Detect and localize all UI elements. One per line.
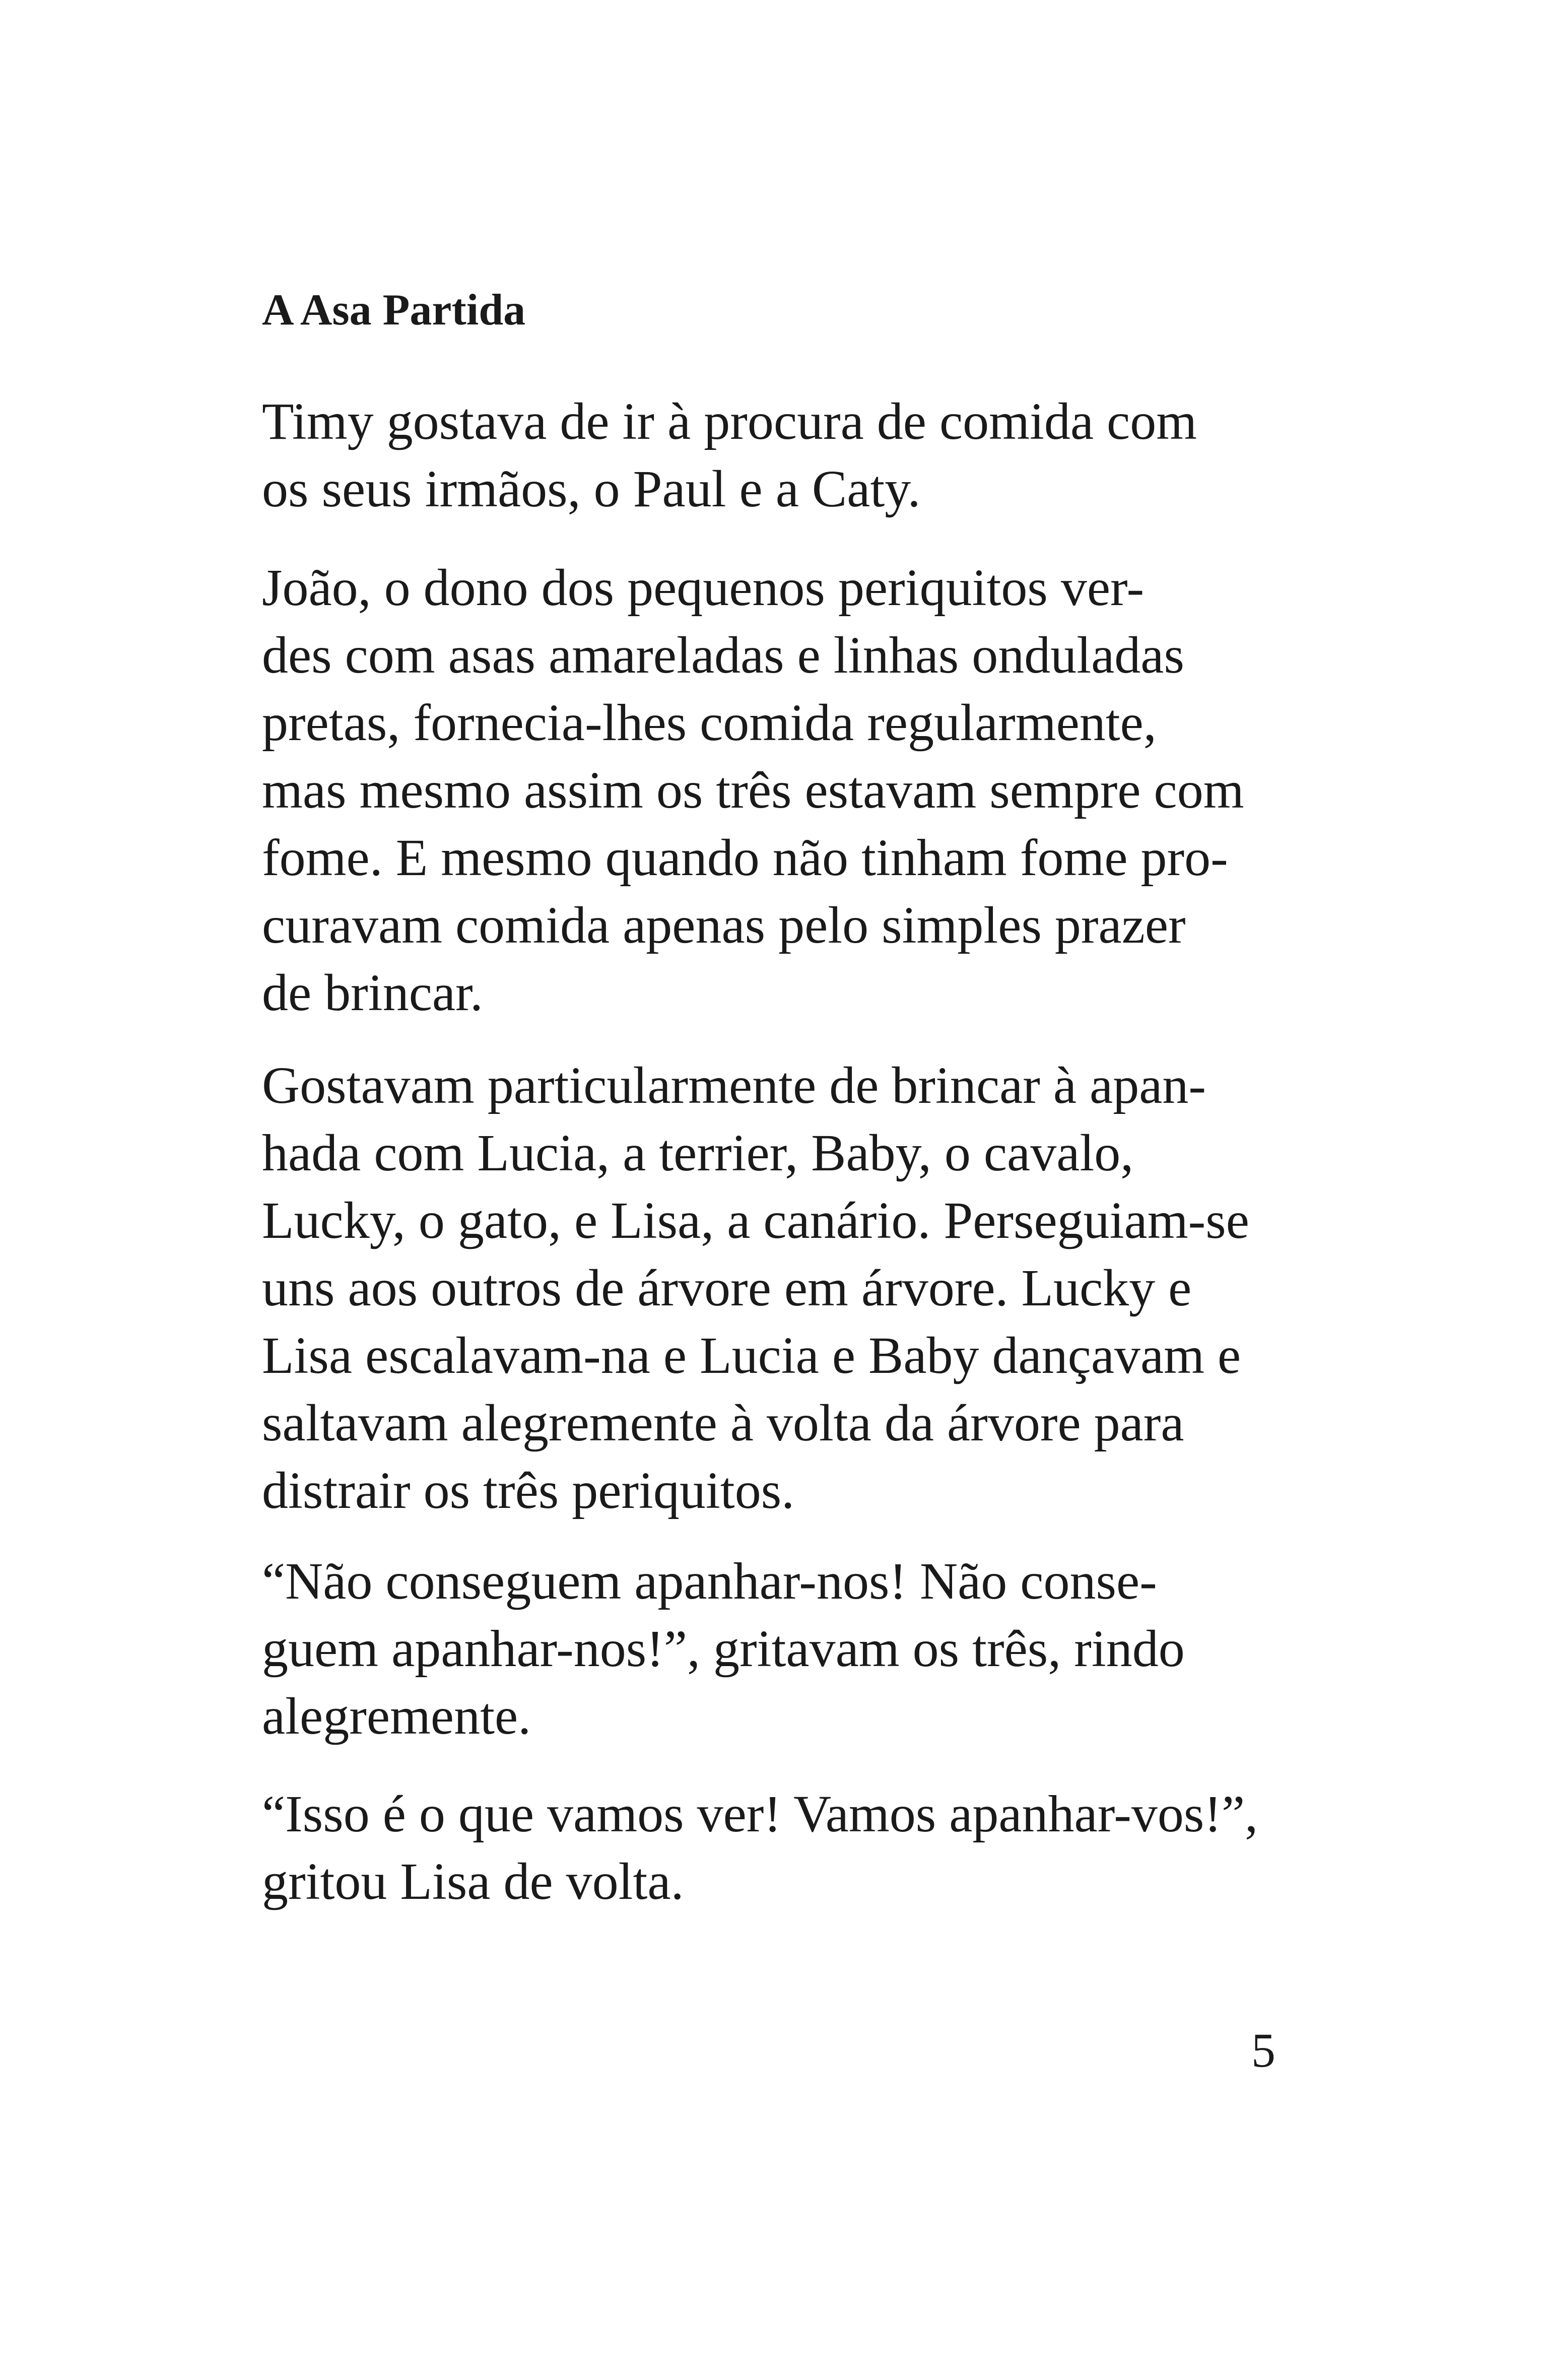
text-line: “Não conseguem apanhar-nos! Não conse- xyxy=(262,1552,1157,1610)
paragraph-3 xyxy=(262,1052,1320,1525)
text-line: de brincar. xyxy=(262,964,483,1022)
text-line: guem apanhar-nos!”, gritavam os três, rindo xyxy=(262,1620,1185,1678)
paragraph-2 xyxy=(262,554,1320,1027)
paragraph-5 xyxy=(262,1780,1320,1915)
text-line: hada com Lucia, a terrier, Baby, o cavalo, xyxy=(262,1124,1134,1182)
text-line: Gostavam particularmente de brincar à apan- xyxy=(262,1056,1206,1114)
text-line: saltavam alegremente à volta da árvore para xyxy=(262,1394,1184,1452)
paragraph-1 xyxy=(262,388,1320,523)
page-number: 5 xyxy=(1251,2023,1275,2077)
text-line: des com asas amareladas e linhas onduladas xyxy=(262,626,1184,684)
paragraph-4 xyxy=(262,1548,1320,1750)
text-line: distrair os três periquitos. xyxy=(262,1462,795,1519)
text-line: pretas, fornecia-lhes comida regularmente, xyxy=(262,694,1157,752)
text-line: gritou Lisa de volta. xyxy=(262,1853,684,1910)
text-line: uns aos outros de árvore em árvore. Lucky e xyxy=(262,1259,1192,1317)
text-line: “Isso é o que vamos ver! Vamos apanhar-vos!”, xyxy=(262,1785,1258,1843)
text-line: fome. E mesmo quando não tinham fome pro- xyxy=(262,829,1228,887)
text-line: alegremente. xyxy=(262,1687,531,1745)
text-line: Lisa escalavam-na e Lucia e Baby dançavam e xyxy=(262,1327,1241,1384)
text-line: curavam comida apenas pelo simples prazer xyxy=(262,896,1186,954)
chapter-title: A Asa Partida xyxy=(262,286,526,335)
text-line: João, o dono dos pequenos periquitos ver- xyxy=(262,559,1145,617)
text-line: mas mesmo assim os três estavam sempre com xyxy=(262,761,1244,819)
text-line: Lucky, o gato, e Lisa, a canário. Perseguiam-se xyxy=(262,1192,1249,1249)
text-line: Timy gostava de ir à procura de comida com xyxy=(262,392,1197,450)
text-line: os seus irmãos, o Paul e a Caty. xyxy=(262,460,921,518)
